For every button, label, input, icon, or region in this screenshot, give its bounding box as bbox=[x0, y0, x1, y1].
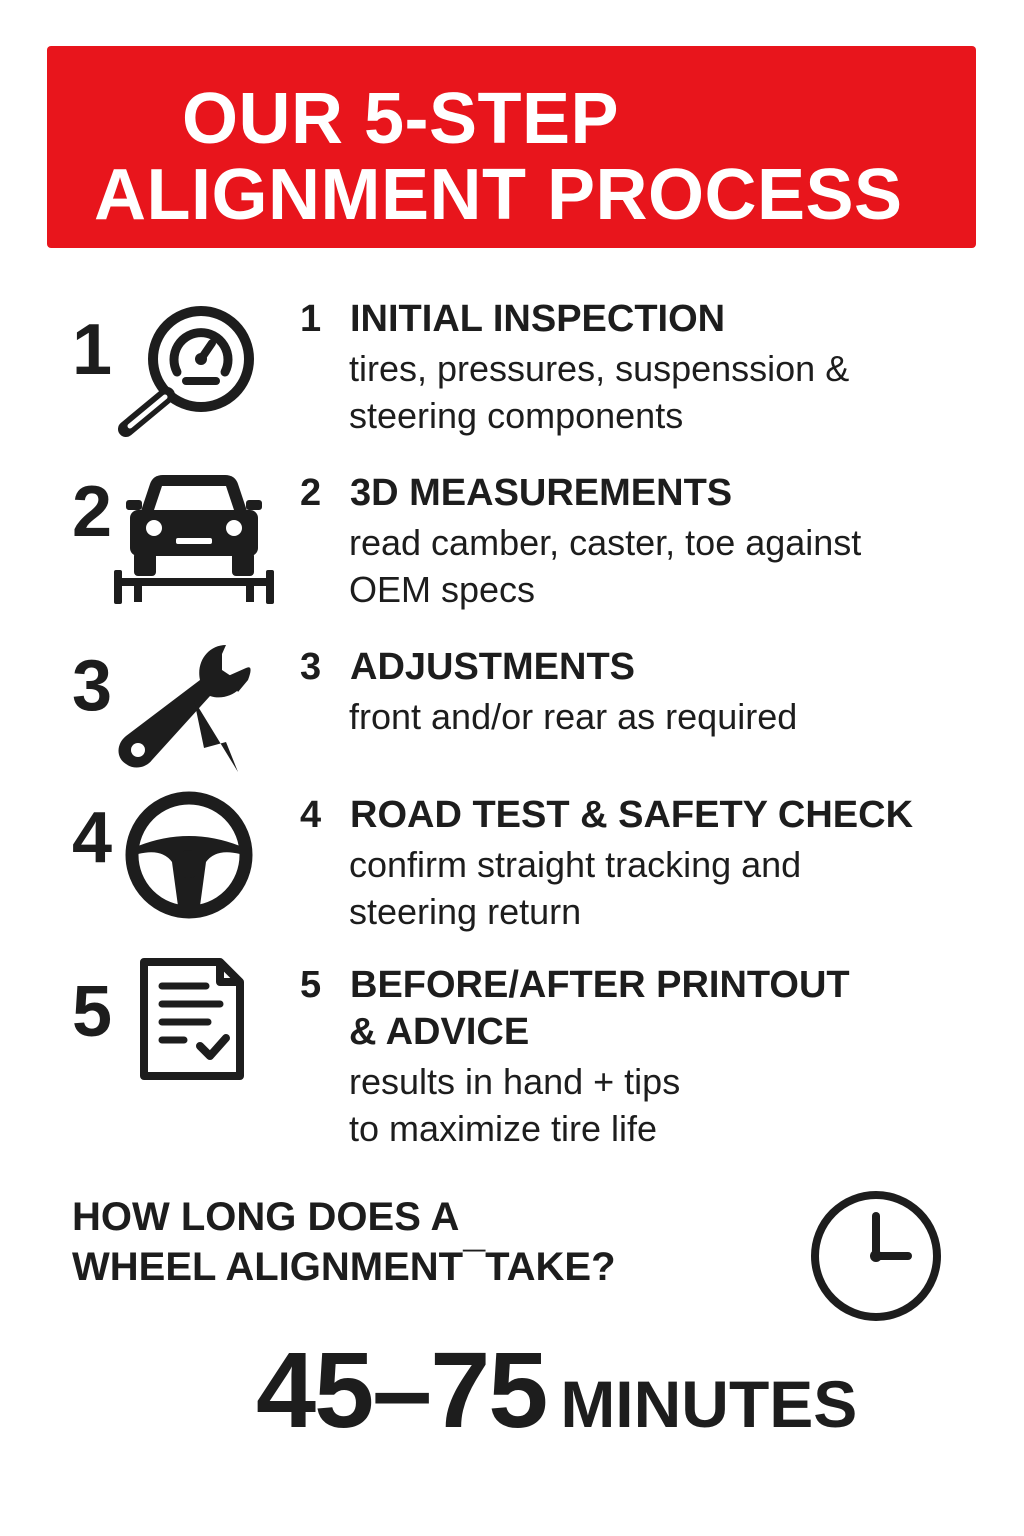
header-banner bbox=[47, 46, 976, 248]
car-on-lift-icon bbox=[108, 466, 278, 616]
document-check-icon bbox=[108, 958, 278, 1108]
step-big-number: 3 bbox=[72, 646, 113, 726]
step-title-text: 3D MEASUREMENTS bbox=[350, 472, 733, 514]
step-number: 3 bbox=[300, 646, 322, 688]
step-title-line-2 bbox=[349, 1009, 529, 1056]
step-description: tires, pressures, suspenssion & steering components bbox=[349, 348, 850, 436]
step-big-number: 5 bbox=[72, 972, 113, 1052]
duration-range: 45–75 bbox=[256, 1329, 547, 1450]
step-number: 5 bbox=[300, 964, 322, 1006]
steering-wheel-icon bbox=[108, 788, 278, 938]
duration-unit: MINUTES bbox=[560, 1367, 858, 1441]
step-description: front and/or rear as required bbox=[349, 696, 798, 737]
step-number: 2 bbox=[300, 472, 322, 514]
step-title-text: BEFORE/AFTER PRINTOUT bbox=[350, 964, 850, 1006]
step-big-number: 1 bbox=[72, 310, 113, 390]
step-number: 1 bbox=[300, 298, 322, 340]
step-title bbox=[300, 470, 732, 517]
step-title-text: ADJUSTMENTS bbox=[350, 646, 636, 688]
step-description: results in hand + tips to maximize tire life bbox=[349, 1061, 681, 1149]
step-title-text: INITIAL INSPECTION bbox=[350, 298, 726, 340]
step-title bbox=[300, 644, 635, 691]
step-description: confirm straight tracking and steering return bbox=[349, 844, 802, 932]
step-big-number: 2 bbox=[72, 472, 113, 552]
step-big-number: 4 bbox=[72, 798, 113, 878]
step-title bbox=[300, 962, 850, 1009]
wrench-icon bbox=[108, 640, 278, 790]
step-title-text: ROAD TEST & SAFETY CHECK bbox=[350, 794, 914, 836]
step-number: 4 bbox=[300, 794, 322, 836]
duration-answer bbox=[256, 1330, 857, 1464]
step-title bbox=[300, 792, 913, 839]
step-title-text-2: & ADVICE bbox=[349, 1011, 530, 1053]
step-description: read camber, caster, toe against OEM specs bbox=[349, 522, 862, 610]
magnifier-gauge-icon bbox=[108, 297, 278, 447]
title-line-2: ALIGNMENT PROCESS bbox=[94, 155, 903, 235]
duration-question: HOW LONG DOES A WHEEL ALIGNMENT¯TAKE? bbox=[72, 1195, 616, 1289]
step-title bbox=[300, 296, 725, 343]
title-line-1: OUR 5-STEP bbox=[182, 79, 620, 159]
clock-icon bbox=[806, 1186, 946, 1326]
